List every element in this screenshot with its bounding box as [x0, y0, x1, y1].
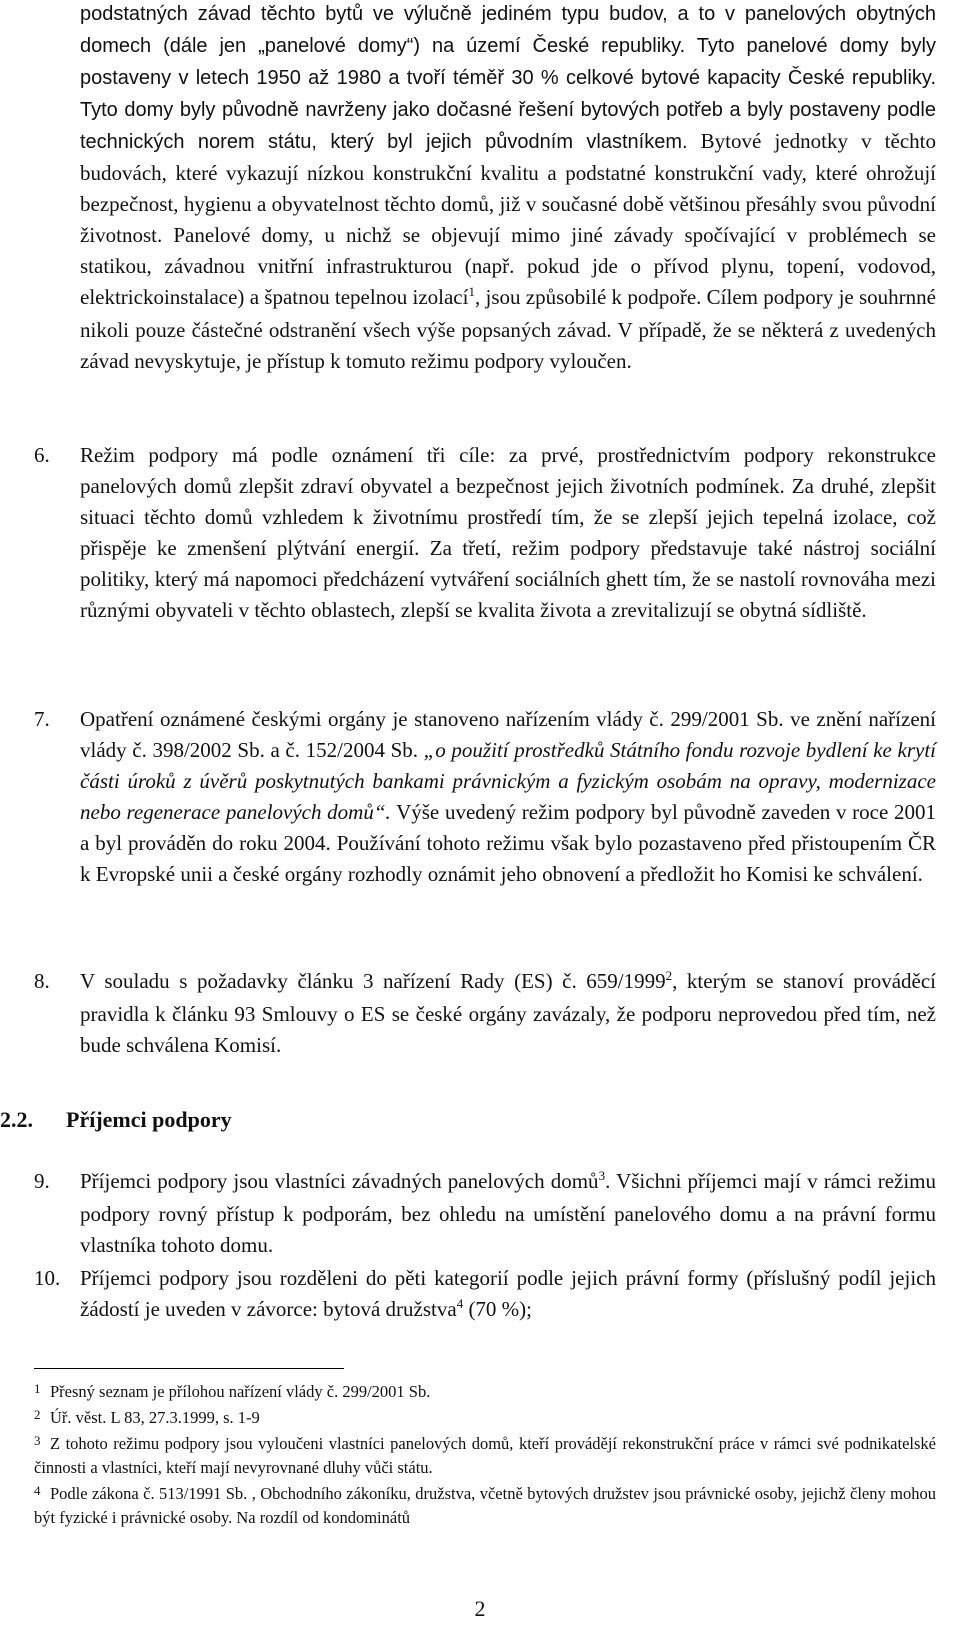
footnote-3 [34, 1432, 936, 1479]
footnote-text-4: Podle zákona č. 513/1991 Sb. , Obchodního zákoníku, družstva, včetně bytových družstev jsou právnické osoby, jejichž členy mohou být fyzické i právnické osoby. Na rozdíl od kondominátů [34, 1484, 936, 1527]
footnote-separator [34, 1368, 344, 1369]
paragraph-10 [80, 1263, 936, 1327]
intro-text-1: podstatných závad těchto bytů ve výlučně jediném typu budov, a to v panelových obytných domech (dále jen „panelové domy“) na území České republiky. Tyto panelové domy byly postaveny v letech 1950 až 1980 a tvoří téměř 30 % celkové bytové kapacity České republiky. [80, 3, 936, 89]
p8-text-b: , kterým se stanoví prováděcí pravidla k článku 93 Smlouvy o ES se české orgány zavázaly, že podporu neprovedou před tím, než bude schválena Komisí. [80, 969, 936, 1057]
p7-text-b: Výše uvedený režim podpory byl původně zaveden v roce 2001 a byl prováděn do roku 2004. Používání tohoto režimu však bylo pozastaveno před přistoupením ČR k Evropské unii a české orgány rozhodly oznámit jeho obnovení a předložit ho Komisi ke schválení. [80, 800, 936, 886]
intro-text-2: Tyto domy byly původně navrženy jako dočasné řešení bytových potřeb a byly postaveny podle technických norem státu, který byl jejich původním vlastníkem. [80, 99, 936, 153]
p9-text-b: . Všichni příjemci mají v rámci režimu podpory rovný přístup k podporám, bez ohledu na umístění panelového domu a na právní formu vlastníka tohoto domu. [80, 1169, 937, 1257]
paragraph-number-6: 6. [34, 443, 50, 467]
footnote-1 [34, 1380, 936, 1404]
footnote-ref-3[interactable]: 3 [598, 1168, 606, 1183]
intro-text-3: Bytové jednotky v těchto budovách, které vykazují nízkou konstrukční kvalitu a podstatné konstrukční vady, které ohrožují bezpečnost, hygienu a obyvatelnost těchto domů, již v současné době většinou přesáhly svou původní životnost. Panelové domy, u nichž se objevují mimo jiné závady spočívající v problémech se statikou, závadnou vnitřní infrastrukturou (např. pokud jde o přívod plynu, topení, vodovod, elektrickoinstalace) a špatnou tepelnou izolací [80, 129, 936, 309]
p7-regulation-title: „o použití prostředků Státního fondu rozvoje bydlení ke krytí části úroků z úvěrů poskytnutých bankami právnickým a fyzickým osobám na opravy, modernizace nebo regenerace panelových domů“. [80, 738, 936, 824]
footnote-mark-2: 2 [34, 1407, 41, 1422]
footnote-ref-2[interactable]: 2 [665, 968, 673, 983]
footnote-2 [34, 1406, 936, 1430]
section-title: Příjemci podpory [66, 1107, 232, 1132]
paragraph-number-9: 9. [34, 1169, 50, 1193]
p9-text-a: Příjemci podpory jsou vlastníci závadných panelových domů [80, 1169, 599, 1193]
footnote-text-3: Z tohoto režimu podpory jsou vyloučeni vlastníci panelových domů, kteří provádějí rekonstrukční práce v rámci své podnikatelské činnosti a vlastníci, kteří mají nevyrovnané dluhy vůči státu. [34, 1434, 936, 1477]
footnote-text-1: Přesný seznam je přílohou nařízení vlády č. 299/2001 Sb. [50, 1382, 431, 1401]
paragraph-number-7: 7. [34, 707, 50, 731]
footnote-mark-3: 3 [34, 1433, 41, 1448]
page-number: 2 [474, 1596, 486, 1621]
intro-text-4: , jsou způsobilé k podpoře. Cílem podpory je souhrnné nikoli pouze částečné odstranění všech výše popsaných závad. V případě, že se některá z uvedených závad nevyskytuje, je přístup k tomuto režimu podpory vyloučen. [80, 285, 936, 373]
p10-text-a: Příjemci podpory jsou rozděleni do pěti kategorií podle jejich právní formy (příslušný podíl jejich žádostí je uveden v závorce: bytová družstva [80, 1266, 936, 1321]
footnote-mark-4: 4 [34, 1483, 41, 1498]
footnote-4 [34, 1482, 936, 1529]
footnote-ref-1[interactable]: 1 [468, 284, 475, 299]
paragraph-6: Režim podpory má podle oznámení tři cíle: za prvé, prostřednictvím podpory rekonstrukce panelových domů zlepšit zdraví obyvatel a bezpečnost jejich životních podmínek. Za druhé, zlepšit situaci těchto domů vzhledem k životnímu prostředí tím, že se zlepší jejich tepelná izolace, což přispěje ke zmenšení plýtvání energií. Za třetí, režim podpory představuje také nástroj sociální politiky, který má napomoci předcházení vytváření sociálních ghett tím, že se nastolí rovnováha mezi různými obyvateli v těchto oblastech, zlepší se kvalita života a zrevitalizují se obytná sídliště. [80, 443, 936, 622]
footnote-mark-1: 1 [34, 1381, 41, 1396]
paragraph-intro [80, 0, 936, 377]
paragraph-9 [80, 1166, 936, 1261]
p7-text-a: Opatření oznámené českými orgány je stanoveno nařízením vlády č. 299/2001 Sb. ve znění nařízení vlády č. 398/2002 Sb. a č. 152/2004 Sb. [80, 707, 936, 762]
paragraph-8 [80, 966, 936, 1061]
paragraph-number-10: 10. [34, 1266, 61, 1290]
footnote-ref-4[interactable]: 4 [456, 1296, 464, 1311]
footnote-text-2: Úř. věst. L 83, 27.3.1999, s. 1-9 [50, 1408, 260, 1427]
paragraph-number-8: 8. [34, 969, 50, 993]
p10-text-b: (70 %); [463, 1297, 533, 1321]
p8-text-a: V souladu s požadavky článku 3 nařízení Rady (ES) č. 659/1999 [80, 969, 666, 993]
paragraph-7 [80, 704, 936, 890]
section-number: 2.2. [0, 1107, 33, 1132]
